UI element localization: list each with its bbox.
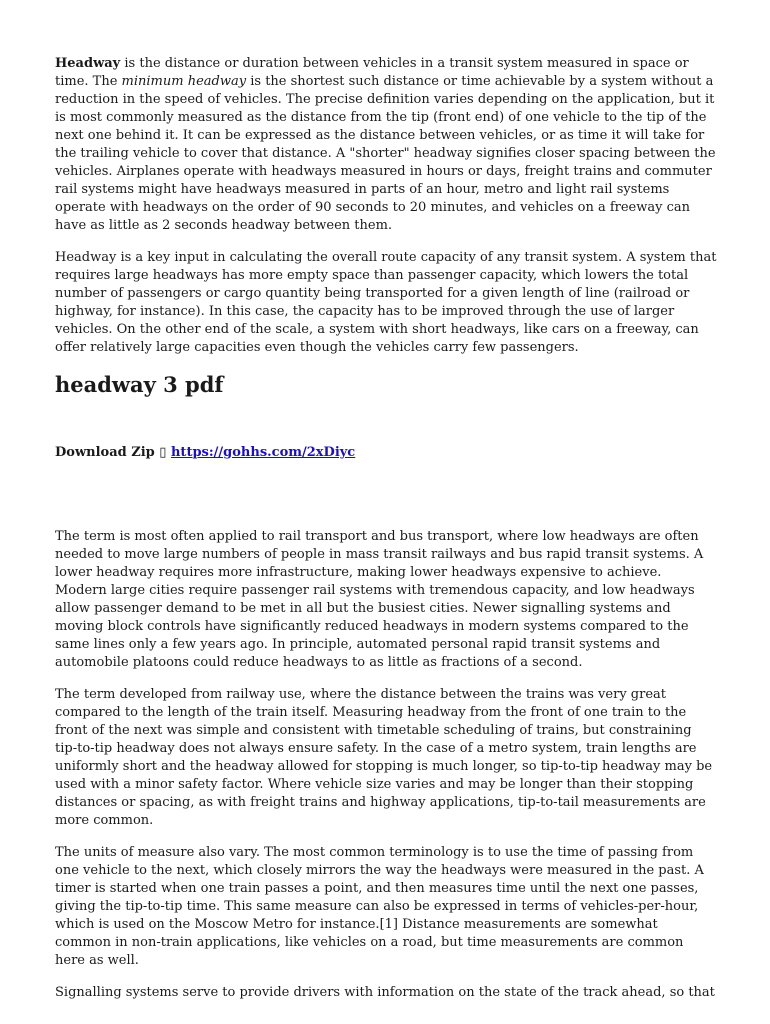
term-minimum-headway: minimum headway xyxy=(121,74,247,89)
intro-paragraph-1 xyxy=(55,55,717,235)
body-paragraph-6: Signalling systems serve to provide drivers with information on the state of the track ahead, so that xyxy=(55,985,715,1000)
body-text xyxy=(55,528,717,1016)
body-paragraph-5: The units of measure also vary. The most common terminology is to use the time of passing from one vehicle to the next, which closely mirrors the way the headways were measured in the past. A timer is started when one train passes a point, and then measures time until the next one passes, giving the tip-to-tip time. This same measure can also be expressed in terms of vehicles-per-hour, which is used on the Moscow Metro for instance.[1] Distance measurements are somewhat common in non-train applications, like vehicles on a road, but time measurements are common here as well. xyxy=(55,845,704,968)
download-label: Download Zip xyxy=(55,445,155,460)
body-paragraph-4: The term developed from railway use, where the distance between the trains was very great compared to the length of the train itself. Measuring headway from the front of one train to the front of the next was simple and consistent with timetable scheduling of trains, but constraining tip-to-tip headway does not always ensure safety. In the case of a metro system, train lengths are uniformly short and the headway allowed for stopping is much longer, so tip-to-tip headway may be used with a minor safety factor. Where vehicle size varies and may be longer than their stopping distances or spacing, as with freight trains and highway applications, tip-to-tail measurements are more common. xyxy=(55,687,713,828)
section-heading: headway 3 pdf xyxy=(55,372,224,397)
intro-paragraph-2: Headway is a key input in calculating the overall route capacity of any transit system. A system that requires large headways has more empty space than passenger capacity, which lowers the total number of passengers or cargo quantity being transported for a given length of line (railroad or highway, for instance). In this case, the capacity has to be improved through the use of larger vehicles. On the other end of the scale, a system with short headways, like cars on a freeway, can offer relatively large capacities even though the vehicles carry few passengers. xyxy=(55,250,717,355)
term-headway: Headway xyxy=(55,56,121,71)
body-paragraph-3: The term is most often applied to rail transport and bus transport, where low headways are often needed to move large numbers of people in mass transit railways and bus rapid transit systems. A lower headway requires more infrastructure, making lower headways expensive to achieve. Modern large cities require passenger rail systems with tremendous capacity, and low headways allow passenger demand to be met in all but the busiest cities. Newer signalling systems and moving block controls have significantly reduced headways in modern systems compared to the same lines only a few years ago. In principle, automated personal rapid transit systems and automobile platoons could reduce headways to as little as fractions of a second. xyxy=(55,529,704,670)
download-line xyxy=(55,444,355,462)
download-glyph-icon: ▯ xyxy=(159,445,167,460)
download-link[interactable]: https://gohhs.com/2xDiyc xyxy=(170,445,356,460)
intro-text-a: is the distance or duration between vehicles in a transit system measured in space or time. The xyxy=(55,56,689,89)
intro-text-b: is the shortest such distance or time achievable by a system without a reduction in the speed of vehicles. The precise definition varies depending on the application, but it is most commonly measured as the distance from the tip (front end) of one vehicle to the tip of the next one behind it. It can be expressed as the distance between vehicles, or as time it will take for the trailing vehicle to cover that distance. A "shorter" headway signifies closer spacing between the vehicles. Airplanes operate with headways measured in hours or days, freight trains and commuter rail systems might have headways measured in parts of an hour, metro and light rail systems operate with headways on the order of 90 seconds to 20 minutes, and vehicles on a freeway can have as little as 2 seconds headway between them. xyxy=(55,74,716,233)
document-page xyxy=(55,55,717,1000)
